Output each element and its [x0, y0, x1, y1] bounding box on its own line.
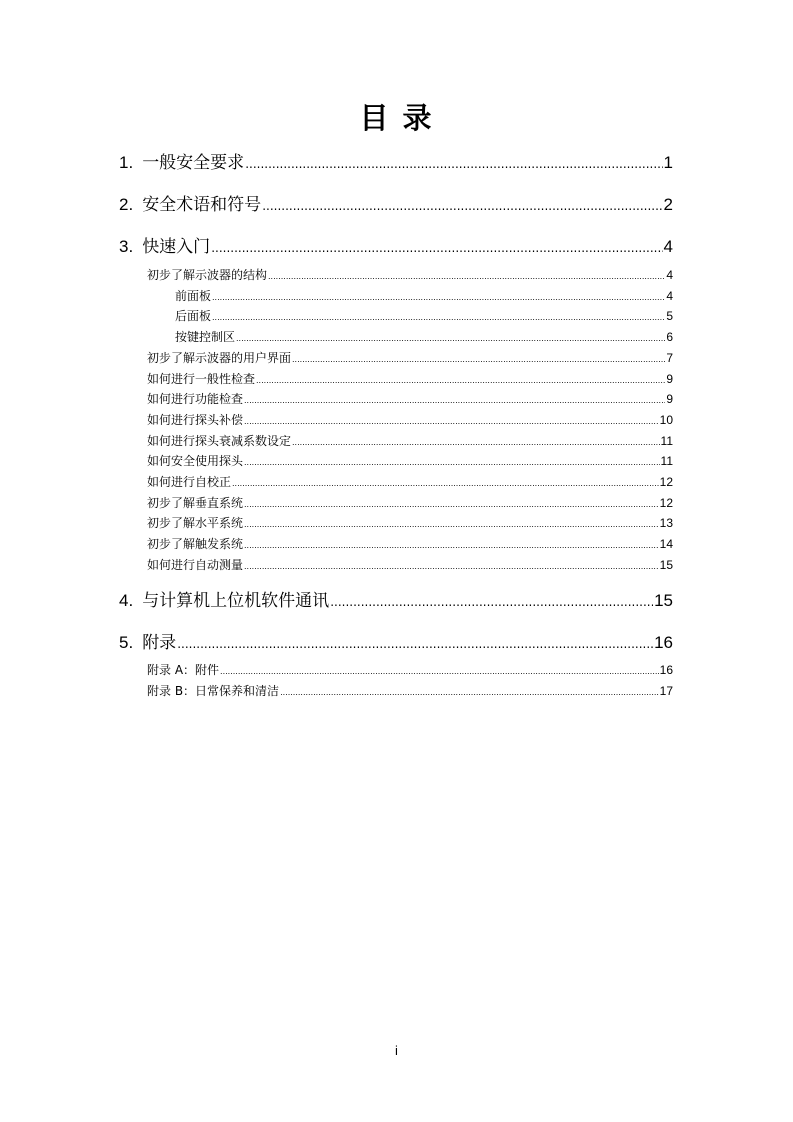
dot-leader: [244, 541, 659, 550]
toc-entry-text: 安全术语和符号: [142, 195, 262, 215]
toc-entry[interactable]: [119, 232, 673, 257]
dot-leader: [211, 241, 662, 255]
toc-entry-text: 一般安全要求: [142, 153, 245, 173]
toc-entry[interactable]: [147, 370, 673, 387]
dot-leader: [245, 157, 662, 171]
toc-entry[interactable]: [175, 307, 673, 324]
toc-entry[interactable]: [147, 432, 673, 449]
toc-entry-page: 10: [659, 413, 673, 427]
toc-entry-page: 11: [660, 434, 673, 448]
toc-entry-page: 4: [666, 268, 673, 282]
toc-entry-label: [147, 661, 219, 678]
toc-entry-text: 如何进行自动测量: [147, 558, 244, 572]
toc-entry[interactable]: [147, 494, 673, 511]
dot-leader: [280, 688, 659, 697]
toc-entry-text: 附录 A：附件: [147, 663, 220, 677]
toc-entry-page: 5: [666, 309, 673, 323]
toc-entry[interactable]: [119, 628, 673, 653]
toc-entry-page: 7: [666, 351, 673, 365]
toc-entry-page: 16: [659, 663, 673, 677]
toc-entry-text: 快速入门: [142, 237, 211, 257]
toc-entry-label: [175, 307, 211, 324]
toc-entry-number: 4.: [119, 591, 134, 610]
dot-leader: [244, 458, 660, 467]
toc-entry[interactable]: [147, 390, 673, 407]
toc-entry-page: 9: [666, 392, 673, 406]
toc-entry-label: [147, 411, 243, 428]
toc-entry[interactable]: [147, 514, 673, 531]
toc-entry-text: 初步了解示波器的结构: [147, 268, 268, 282]
toc-entry-text: 如何安全使用探头: [147, 454, 244, 468]
toc-entry-label: [147, 535, 243, 552]
toc-entry-number: 2.: [119, 195, 134, 214]
toc-entry-text: 如何进行探头衰减系数设定: [147, 434, 292, 448]
toc-entry-label: [147, 494, 243, 511]
toc-entry-page: 14: [659, 537, 673, 551]
toc-entry-page: 12: [659, 475, 673, 489]
toc-entry-text: 初步了解垂直系统: [147, 496, 244, 510]
dot-leader: [244, 396, 665, 405]
toc-entry-label: [147, 473, 231, 490]
toc-entry-text: 如何进行探头补偿: [147, 413, 244, 427]
dot-leader: [292, 438, 660, 447]
toc-entry-page: 15: [659, 558, 673, 572]
toc-entry-label: [119, 586, 329, 611]
dot-leader: [292, 355, 665, 364]
toc-entry-text: 如何进行一般性检查: [147, 372, 256, 386]
toc-entry-text: 后面板: [175, 309, 212, 323]
toc-entry-page: 12: [659, 496, 673, 510]
toc-entry[interactable]: [119, 586, 673, 611]
toc-entry-label: [147, 349, 291, 366]
page-number: i: [395, 1043, 398, 1058]
toc-entry-page: 4: [666, 289, 673, 303]
dot-leader: [262, 199, 662, 213]
toc-entry-label: [119, 628, 176, 653]
toc-entry-text: 附录 B：日常保养和清洁: [147, 684, 280, 698]
toc-entry[interactable]: [147, 411, 673, 428]
toc-entry-page: 13: [659, 516, 673, 530]
toc-entry-page: 4: [663, 237, 673, 256]
toc-entry-label: [175, 287, 211, 304]
toc-entry-number: 3.: [119, 237, 134, 256]
dot-leader: [244, 417, 659, 426]
toc-entry-page: 16: [654, 633, 673, 652]
toc-entry-page: 2: [663, 195, 673, 214]
toc-entry-label: [119, 232, 210, 257]
toc-entry-page: 11: [660, 454, 673, 468]
toc-entry-text: 附录: [142, 633, 177, 653]
toc-entry-page: 1: [663, 153, 673, 172]
toc-entry-label: [147, 370, 255, 387]
toc-entry[interactable]: [147, 452, 673, 469]
toc-entry-number: 5.: [119, 633, 134, 652]
dot-leader: [268, 272, 665, 281]
toc-entry-label: [119, 148, 244, 173]
toc-entry-page: 17: [659, 684, 673, 698]
dot-leader: [220, 667, 659, 676]
toc-entry-label: [147, 682, 279, 699]
toc-entry-label: [147, 452, 243, 469]
toc-entry-label: [147, 556, 243, 573]
toc-entry[interactable]: [119, 190, 673, 215]
dot-leader: [212, 313, 665, 322]
toc-entry-label: [147, 266, 267, 283]
dot-leader: [212, 293, 665, 302]
toc-entry-text: 如何进行自校正: [147, 475, 232, 489]
toc-entry-label: [175, 328, 235, 345]
toc-title: 目 录: [359, 101, 434, 135]
toc-entry-label: [147, 390, 243, 407]
toc-entry[interactable]: [147, 266, 673, 283]
dot-leader: [244, 520, 659, 529]
toc-entry-text: 如何进行功能检查: [147, 392, 244, 406]
dot-leader: [244, 500, 659, 509]
dot-leader: [177, 637, 653, 651]
toc-entry-page: 6: [666, 330, 673, 344]
toc-entry-number: 1.: [119, 153, 134, 172]
toc-entry-text: 与计算机上位机软件通讯: [142, 591, 330, 611]
toc-entry[interactable]: [147, 661, 673, 678]
toc-entry[interactable]: [147, 349, 673, 366]
toc-entry-label: [147, 514, 243, 531]
dot-leader: [244, 562, 659, 571]
toc-entry-label: [147, 432, 291, 449]
toc-entry[interactable]: [147, 535, 673, 552]
toc-entry[interactable]: [147, 556, 673, 573]
toc-entry-page: 9: [666, 372, 673, 386]
toc-entry[interactable]: [119, 148, 673, 173]
dot-leader: [236, 334, 665, 343]
toc-entry-text: 按键控制区: [175, 330, 236, 344]
toc-entry-text: 前面板: [175, 289, 212, 303]
toc-entry-text: 初步了解水平系统: [147, 516, 244, 530]
toc-entry[interactable]: [147, 473, 673, 490]
dot-leader: [256, 376, 665, 385]
toc-entry-page: 15: [654, 591, 673, 610]
toc-entry[interactable]: [147, 682, 673, 699]
toc-entry[interactable]: [175, 287, 673, 304]
toc-entry-text: 初步了解触发系统: [147, 537, 244, 551]
dot-leader: [232, 479, 659, 488]
toc-entry-text: 初步了解示波器的用户界面: [147, 351, 292, 365]
dot-leader: [330, 595, 653, 609]
toc-entry[interactable]: [175, 328, 673, 345]
toc-entry-label: [119, 190, 261, 215]
